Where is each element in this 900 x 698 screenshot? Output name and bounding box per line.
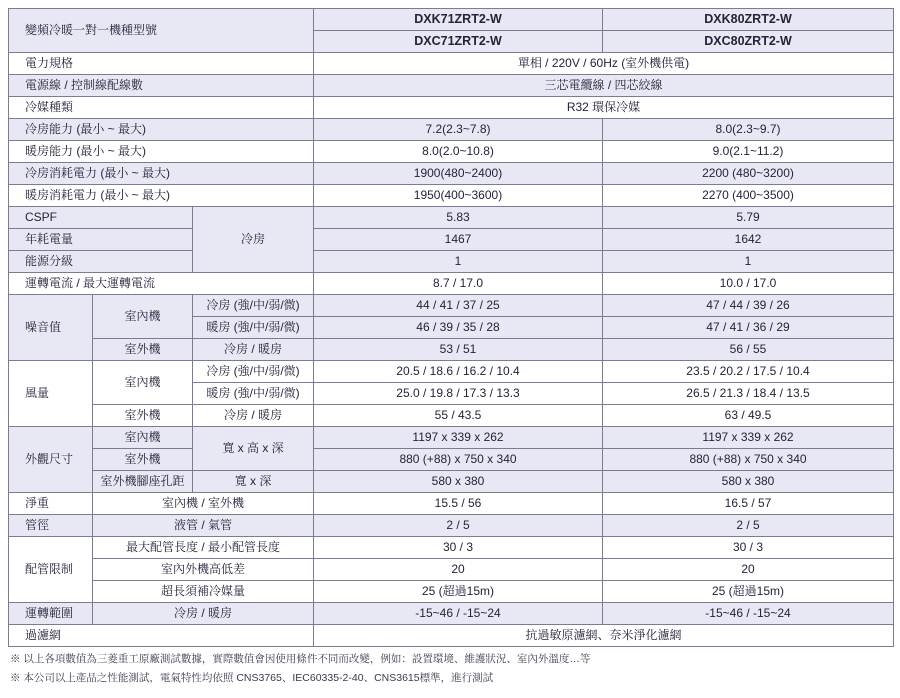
piping-max-min-value-80: 30 / 3 bbox=[603, 537, 894, 559]
net-weight-value-80: 16.5 / 57 bbox=[603, 493, 894, 515]
airflow-indoor-cooling-label: 冷房 (強/中/弱/微) bbox=[193, 361, 314, 383]
annual-energy-value-80: 1642 bbox=[603, 229, 894, 251]
row-operating-range bbox=[9, 603, 894, 625]
row-noise-indoor-cooling bbox=[9, 295, 894, 317]
row-refrigerant bbox=[9, 97, 894, 119]
operating-range-sub-label: 冷房 / 暖房 bbox=[93, 603, 314, 625]
heating-power-label: 暖房消耗電力 (最小 ~ 最大) bbox=[9, 185, 314, 207]
noise-indoor-cooling-value-71: 44 / 41 / 37 / 25 bbox=[314, 295, 603, 317]
cspf-value-80: 5.79 bbox=[603, 207, 894, 229]
annual-energy-label: 年耗電量 bbox=[9, 229, 193, 251]
pipe-diameter-value-80: 2 / 5 bbox=[603, 515, 894, 537]
piping-extra-refrigerant-label: 超長須補冷媒量 bbox=[93, 581, 314, 603]
noise-outdoor-mode-label: 冷房 / 暖房 bbox=[193, 339, 314, 361]
row-piping-max-min bbox=[9, 537, 894, 559]
operating-range-value-80: -15~46 / -15~24 bbox=[603, 603, 894, 625]
pipe-diameter-value-71: 2 / 5 bbox=[314, 515, 603, 537]
row-airflow-indoor-cooling bbox=[9, 361, 894, 383]
row-model-dxk bbox=[9, 9, 894, 31]
airflow-outdoor-mode-label: 冷房 / 暖房 bbox=[193, 405, 314, 427]
power-spec-value: 單相 / 220V / 60Hz (室外機供電) bbox=[314, 53, 894, 75]
dimensions-indoor-value-71: 1197 x 339 x 262 bbox=[314, 427, 603, 449]
noise-indoor-cooling-value-80: 47 / 44 / 39 / 26 bbox=[603, 295, 894, 317]
noise-indoor-heating-value-80: 47 / 41 / 36 / 29 bbox=[603, 317, 894, 339]
pipe-diameter-label: 管徑 bbox=[9, 515, 93, 537]
airflow-indoor-label: 室內機 bbox=[93, 361, 193, 405]
airflow-outdoor-value-80: 63 / 49.5 bbox=[603, 405, 894, 427]
piping-max-min-value-71: 30 / 3 bbox=[314, 537, 603, 559]
current-value-71: 8.7 / 17.0 bbox=[314, 273, 603, 295]
spec-table bbox=[8, 8, 894, 647]
footnote-2: ※ 本公司以上產品之性能測試，電氣特性均依照 CNS3765、IEC60335-2-40、CNS3615標準，進行測試 bbox=[10, 672, 494, 684]
row-dimensions-outdoor bbox=[9, 449, 894, 471]
net-weight-label: 淨重 bbox=[9, 493, 93, 515]
row-net-weight bbox=[9, 493, 894, 515]
cspf-label: CSPF bbox=[9, 207, 193, 229]
row-piping-height-diff bbox=[9, 559, 894, 581]
piping-extra-refrigerant-value-80: 25 (超過15m) bbox=[603, 581, 894, 603]
row-noise-outdoor bbox=[9, 339, 894, 361]
model-series-label: 變頻冷暖一對一機種型號 bbox=[9, 9, 314, 53]
noise-indoor-heating-label: 暖房 (強/中/弱/微) bbox=[193, 317, 314, 339]
row-cooling-capacity bbox=[9, 119, 894, 141]
model-dxk-80: DXK80ZRT2-W bbox=[603, 9, 894, 31]
row-dimensions-indoor bbox=[9, 427, 894, 449]
noise-indoor-label: 室內機 bbox=[93, 295, 193, 339]
model-dxk-71: DXK71ZRT2-W bbox=[314, 9, 603, 31]
dimensions-indoor-label: 室內機 bbox=[93, 427, 193, 449]
net-weight-sub-label: 室內機 / 室外機 bbox=[93, 493, 314, 515]
heating-capacity-value-71: 8.0(2.0~10.8) bbox=[314, 141, 603, 163]
piping-height-diff-label: 室內外機高低差 bbox=[93, 559, 314, 581]
cooling-power-label: 冷房消耗電力 (最小 ~ 最大) bbox=[9, 163, 314, 185]
current-value-80: 10.0 / 17.0 bbox=[603, 273, 894, 295]
refrigerant-value: R32 環保冷媒 bbox=[314, 97, 894, 119]
airflow-indoor-cooling-value-71: 20.5 / 18.6 / 16.2 / 10.4 bbox=[314, 361, 603, 383]
row-dimensions-base bbox=[9, 471, 894, 493]
row-power-spec bbox=[9, 53, 894, 75]
dimensions-base-wd-label: 寬 x 深 bbox=[193, 471, 314, 493]
energy-grade-value-80: 1 bbox=[603, 251, 894, 273]
heating-capacity-value-80: 9.0(2.1~11.2) bbox=[603, 141, 894, 163]
piping-extra-refrigerant-value-71: 25 (超過15m) bbox=[314, 581, 603, 603]
noise-outdoor-value-80: 56 / 55 bbox=[603, 339, 894, 361]
cspf-mode-label: 冷房 bbox=[193, 207, 314, 273]
noise-indoor-cooling-label: 冷房 (強/中/弱/微) bbox=[193, 295, 314, 317]
row-piping-extra-refrigerant bbox=[9, 581, 894, 603]
row-wiring bbox=[9, 75, 894, 97]
airflow-label: 風量 bbox=[9, 361, 93, 427]
row-current bbox=[9, 273, 894, 295]
cooling-capacity-value-71: 7.2(2.3~7.8) bbox=[314, 119, 603, 141]
dimensions-base-value-71: 580 x 380 bbox=[314, 471, 603, 493]
filter-value: 抗過敏原濾網、奈米淨化濾網 bbox=[314, 625, 894, 647]
dimensions-whd-label: 寬 x 高 x 深 bbox=[193, 427, 314, 471]
operating-range-label: 運轉範圍 bbox=[9, 603, 93, 625]
airflow-indoor-heating-label: 暖房 (強/中/弱/微) bbox=[193, 383, 314, 405]
power-spec-label: 電力規格 bbox=[9, 53, 314, 75]
airflow-indoor-cooling-value-80: 23.5 / 20.2 / 17.5 / 10.4 bbox=[603, 361, 894, 383]
dimensions-indoor-value-80: 1197 x 339 x 262 bbox=[603, 427, 894, 449]
operating-range-value-71: -15~46 / -15~24 bbox=[314, 603, 603, 625]
dimensions-outdoor-value-71: 880 (+88) x 750 x 340 bbox=[314, 449, 603, 471]
footnotes bbox=[10, 650, 590, 688]
piping-height-diff-value-71: 20 bbox=[314, 559, 603, 581]
cspf-value-71: 5.83 bbox=[314, 207, 603, 229]
row-cooling-power bbox=[9, 163, 894, 185]
model-dxc-80: DXC80ZRT2-W bbox=[603, 31, 894, 53]
row-filter bbox=[9, 625, 894, 647]
row-energy-grade bbox=[9, 251, 894, 273]
row-cspf bbox=[9, 207, 894, 229]
row-heating-capacity bbox=[9, 141, 894, 163]
piping-label: 配管限制 bbox=[9, 537, 93, 603]
dimensions-outdoor-value-80: 880 (+88) x 750 x 340 bbox=[603, 449, 894, 471]
heating-power-value-71: 1950(400~3600) bbox=[314, 185, 603, 207]
piping-max-min-label: 最大配管長度 / 最小配管長度 bbox=[93, 537, 314, 559]
noise-indoor-heating-value-71: 46 / 39 / 35 / 28 bbox=[314, 317, 603, 339]
row-heating-power bbox=[9, 185, 894, 207]
dimensions-label: 外觀尺寸 bbox=[9, 427, 93, 493]
heating-power-value-80: 2270 (400~3500) bbox=[603, 185, 894, 207]
dimensions-base-label: 室外機腳座孔距 bbox=[93, 471, 193, 493]
filter-label: 過濾網 bbox=[9, 625, 314, 647]
current-label: 運轉電流 / 最大運轉電流 bbox=[9, 273, 314, 295]
noise-outdoor-value-71: 53 / 51 bbox=[314, 339, 603, 361]
wiring-value: 三芯電纜線 / 四芯絞線 bbox=[314, 75, 894, 97]
row-pipe-diameter bbox=[9, 515, 894, 537]
airflow-indoor-heating-value-80: 26.5 / 21.3 / 18.4 / 13.5 bbox=[603, 383, 894, 405]
footnote-1: ※ 以上各項數值為三菱重工原廠測試數據，實際數值會因使用條件不同而改變，例如：設置環境、維護狀況、室內外溫度…等 bbox=[10, 653, 591, 665]
piping-height-diff-value-80: 20 bbox=[603, 559, 894, 581]
wiring-label: 電源線 / 控制線配線數 bbox=[9, 75, 314, 97]
pipe-diameter-sub-label: 液管 / 氣管 bbox=[93, 515, 314, 537]
cooling-capacity-label: 冷房能力 (最小 ~ 最大) bbox=[9, 119, 314, 141]
cooling-power-value-80: 2200 (480~3200) bbox=[603, 163, 894, 185]
airflow-indoor-heating-value-71: 25.0 / 19.8 / 17.3 / 13.3 bbox=[314, 383, 603, 405]
noise-label: 噪音值 bbox=[9, 295, 93, 361]
cooling-power-value-71: 1900(480~2400) bbox=[314, 163, 603, 185]
noise-outdoor-label: 室外機 bbox=[93, 339, 193, 361]
cooling-capacity-value-80: 8.0(2.3~9.7) bbox=[603, 119, 894, 141]
annual-energy-value-71: 1467 bbox=[314, 229, 603, 251]
dimensions-base-value-80: 580 x 380 bbox=[603, 471, 894, 493]
airflow-outdoor-value-71: 55 / 43.5 bbox=[314, 405, 603, 427]
energy-grade-value-71: 1 bbox=[314, 251, 603, 273]
refrigerant-label: 冷媒種類 bbox=[9, 97, 314, 119]
airflow-outdoor-label: 室外機 bbox=[93, 405, 193, 427]
row-annual-energy bbox=[9, 229, 894, 251]
heating-capacity-label: 暖房能力 (最小 ~ 最大) bbox=[9, 141, 314, 163]
energy-grade-label: 能源分級 bbox=[9, 251, 193, 273]
dimensions-outdoor-label: 室外機 bbox=[93, 449, 193, 471]
model-dxc-71: DXC71ZRT2-W bbox=[314, 31, 603, 53]
row-airflow-outdoor bbox=[9, 405, 894, 427]
net-weight-value-71: 15.5 / 56 bbox=[314, 493, 603, 515]
